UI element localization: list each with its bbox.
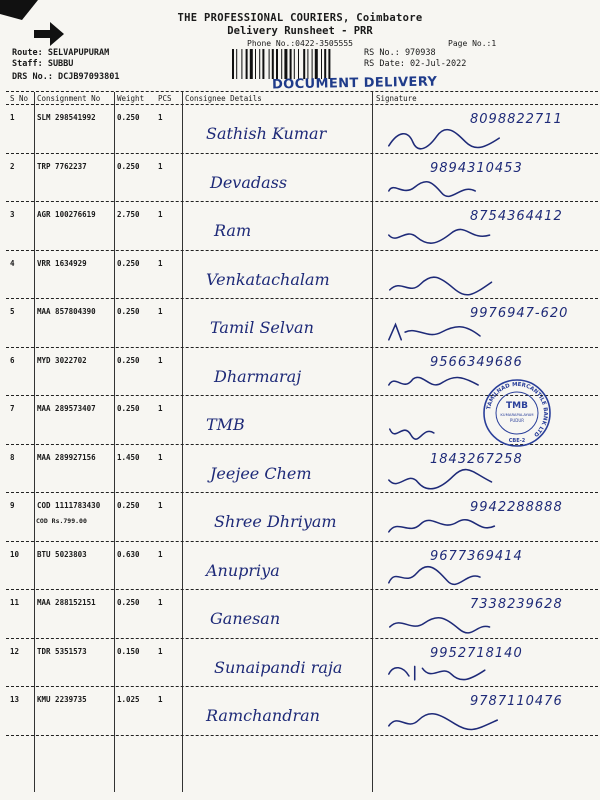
serial-number: 9	[10, 501, 15, 510]
pcs-count: 1	[158, 307, 163, 316]
signature-scribble	[384, 274, 504, 300]
consignment-number: MAA 289927156	[37, 452, 96, 462]
row-separator	[6, 201, 598, 202]
consignee-name: Jeejee Chem	[210, 463, 312, 483]
row-separator	[6, 686, 598, 687]
consignment-number: AGR 100276619	[37, 210, 96, 219]
column-divider	[34, 92, 35, 792]
pcs-count: 1	[158, 113, 163, 122]
consignment-number: MAA 289573407	[37, 404, 96, 413]
weight-value: 0.250	[117, 501, 140, 510]
pcs-count: 1	[158, 598, 163, 607]
consignee-name: Devadass	[210, 172, 288, 192]
consignee-name: Sunaipandi raja	[214, 657, 343, 677]
consignee-name: Dharmaraj	[214, 366, 302, 386]
signature-scribble	[384, 128, 504, 154]
consignee-name: Ramchandran	[206, 706, 320, 725]
weight-value: 0.250	[117, 161, 140, 171]
recipient-phone: 9894310453	[430, 160, 523, 176]
consignment-number: TDR 5351573	[37, 646, 87, 656]
consignment-number: TRP 7762237	[37, 161, 87, 171]
consignment-number: COD 1111783430	[37, 501, 101, 510]
signature-scribble	[384, 565, 504, 591]
seal-ring-text: TAMILNAD MERCANTILE BANK LTD	[486, 381, 549, 438]
weight-value: 0.630	[117, 549, 140, 559]
serial-number: 10	[10, 549, 20, 559]
route-label: Route: SELVAPUPURAM	[12, 48, 110, 58]
consignee-name: Ganesan	[210, 609, 281, 628]
serial-number: 12	[10, 646, 20, 656]
recipient-phone: 9952718140	[430, 645, 523, 661]
weight-value: 1.450	[117, 452, 140, 462]
barcode	[232, 49, 356, 79]
pcs-count: 1	[158, 549, 163, 559]
table-top-rule	[6, 91, 598, 92]
weight-value: 2.750	[117, 210, 140, 219]
row-separator	[6, 492, 598, 493]
serial-number: 8	[10, 452, 15, 462]
consignee-name: Venkatachalam	[206, 269, 330, 289]
consignee-name: Tamil Selvan	[210, 318, 314, 337]
row-separator	[6, 250, 598, 251]
row-separator	[6, 347, 598, 348]
signature-scribble	[384, 468, 504, 494]
serial-number: 6	[10, 355, 15, 365]
weight-value: 0.250	[117, 598, 140, 607]
rs-number: RS No.: 970938	[364, 48, 436, 58]
seal-branch-text: KUMARAPALAYAM	[500, 412, 534, 417]
signature-scribble	[384, 710, 504, 736]
recipient-phone: 9976947-620	[470, 306, 569, 321]
serial-number: 3	[10, 210, 15, 219]
row-separator	[6, 298, 598, 299]
document-title: THE PROFESSIONAL COURIERS, Coimbatore	[177, 12, 423, 24]
recipient-phone: 1843267258	[430, 451, 523, 467]
weight-value: 1.025	[117, 695, 140, 704]
recipient-phone: 9677369414	[430, 548, 523, 564]
pcs-count: 1	[158, 355, 163, 365]
consignee-name: Shree Dhriyam	[214, 512, 337, 531]
rs-date: RS Date: 02-Jul-2022	[364, 59, 467, 69]
pcs-count: 1	[158, 501, 163, 510]
consignment-number: MAA 857804390	[37, 307, 96, 316]
pcs-count: 1	[158, 161, 163, 171]
signature-scribble	[384, 225, 504, 251]
consignment-number: MYD 3022702	[37, 355, 87, 365]
serial-number: 2	[10, 161, 15, 171]
signature-scribble	[384, 322, 504, 348]
serial-number: 13	[10, 695, 20, 704]
pcs-count: 1	[158, 404, 163, 413]
weight-value: 0.250	[117, 404, 140, 413]
consignee-name: Anupriya	[206, 560, 280, 580]
serial-number: 1	[10, 113, 15, 122]
pcs-count: 1	[158, 258, 163, 268]
recipient-phone: 9787110476	[470, 694, 563, 709]
weight-value: 0.250	[117, 113, 140, 122]
document-delivery-stamp: DOCUMENT DELIVERY	[271, 74, 438, 93]
consignment-number: VRR 1634929	[37, 258, 87, 268]
consignee-name: TMB	[206, 415, 245, 434]
recipient-phone: 9942288888	[470, 500, 563, 515]
table-header-rule	[6, 104, 598, 105]
consignment-number: MAA 288152151	[37, 598, 96, 607]
row-separator	[6, 589, 598, 590]
signature-scribble	[384, 662, 504, 688]
column-divider	[114, 92, 115, 792]
recipient-phone: 8098822711	[470, 112, 563, 127]
col-header-sno: S No	[10, 94, 29, 103]
seal-center-text: TMB	[506, 401, 528, 411]
recipient-phone: 9566349686	[430, 354, 523, 370]
consignment-number: SLM 298541992	[37, 113, 96, 122]
serial-number: 5	[10, 307, 15, 316]
col-header-weight: Weight	[117, 94, 145, 103]
pcs-count: 1	[158, 695, 163, 704]
consignee-name: Sathish Kumar	[206, 124, 327, 143]
col-header-consignment: Consignment No	[37, 94, 101, 103]
signature-scribble	[384, 516, 504, 542]
page-number: Page No.:1	[448, 39, 497, 48]
serial-number: 7	[10, 404, 15, 413]
row-separator	[6, 638, 598, 639]
document-subtitle: Delivery Runsheet - PRR	[227, 25, 373, 37]
consignment-number: BTU 5023803	[37, 549, 87, 559]
serial-number: 11	[10, 598, 20, 607]
weight-value: 0.250	[117, 258, 140, 268]
row-separator	[6, 735, 598, 736]
col-header-consignee: Consignee Details	[185, 94, 262, 103]
serial-number: 4	[10, 258, 15, 268]
weight-value: 0.150	[117, 646, 140, 656]
row-separator	[6, 153, 598, 154]
pcs-count: 1	[158, 452, 163, 462]
recipient-phone: 8754364412	[470, 209, 563, 224]
signature-scribble	[384, 177, 504, 203]
bank-seal	[482, 378, 552, 448]
weight-value: 0.250	[117, 307, 140, 316]
staff-label: Staff: SUBBU	[12, 59, 74, 69]
recipient-phone: 7338239628	[470, 597, 563, 612]
cod-amount: COD Rs.799.00	[36, 517, 87, 525]
seal-code-text: CBE-2	[508, 438, 526, 444]
seal-sub-text: PUDUR	[509, 418, 525, 423]
column-divider	[372, 92, 373, 792]
pcs-count: 1	[158, 646, 163, 656]
row-separator	[6, 541, 598, 542]
col-header-pcs: PCS	[158, 94, 172, 103]
consignee-name: Ram	[214, 221, 252, 240]
consignment-number: KMU 2239735	[37, 695, 87, 704]
signature-scribble	[384, 613, 504, 639]
drs-number: DRS No.: DCJB97093801	[12, 72, 120, 82]
pcs-count: 1	[158, 210, 163, 219]
phone-number: Phone No.:0422-3505555	[247, 39, 353, 48]
col-header-signature: Signature	[376, 94, 417, 103]
column-divider	[182, 92, 183, 792]
weight-value: 0.250	[117, 355, 140, 365]
